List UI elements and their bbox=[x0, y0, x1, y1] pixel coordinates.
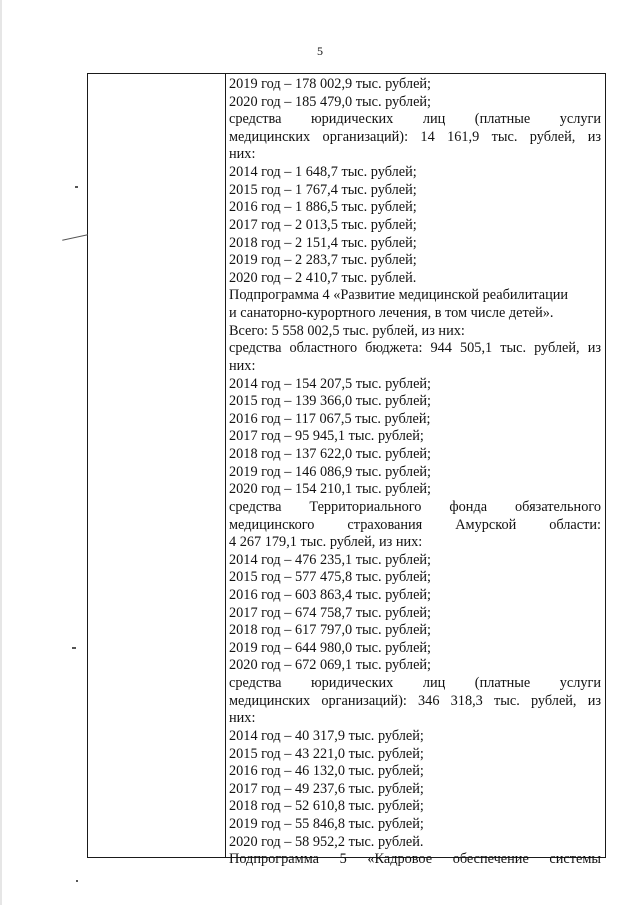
table-text-line: 2017 год – 2 013,5 тыс. рублей; bbox=[229, 216, 417, 233]
table-text-line: 2019 год – 178 002,9 тыс. рублей; bbox=[229, 76, 432, 92]
table-text-line: Всего: 5 558 002,5 тыс. рублей, из них: bbox=[229, 322, 465, 339]
table-text-line: 2019 год – 146 086,9 тыс. рублей; bbox=[229, 463, 432, 480]
table-text-line: 2019 год – 2 283,7 тыс. рублей; bbox=[229, 252, 417, 269]
table-text-line: 2015 год – 139 366,0 тыс. рублей; bbox=[229, 393, 432, 410]
table-text-line: 2017 год – 49 237,6 тыс. рублей; bbox=[229, 780, 424, 797]
table-text-line: 2018 год – 52 610,8 тыс. рублей; bbox=[229, 798, 424, 815]
table-text-line: Подпрограмма 5 «Кадровое обеспечение системы bbox=[229, 851, 601, 868]
table-text-line: них: bbox=[229, 146, 256, 163]
table-text-line: средства юридических лиц (платные услуги bbox=[229, 675, 601, 692]
scan-speck bbox=[75, 186, 78, 188]
scan-speck bbox=[62, 234, 88, 240]
table-text-line: средства областного бюджета: 944 505,1 тыс. рублей, из bbox=[229, 340, 601, 357]
table-text-line: 2019 год – 55 846,8 тыс. рублей; bbox=[229, 816, 424, 833]
table-text-line: медицинских организаций): 346 318,3 тыс. рублей, из bbox=[229, 692, 601, 709]
table-text-line: 2016 год – 603 863,4 тыс. рублей; bbox=[229, 586, 432, 603]
table-text-line: 2015 год – 43 221,0 тыс. рублей; bbox=[229, 745, 424, 762]
table-text-line: средства Территориального фонда обязательного bbox=[229, 498, 601, 515]
table-text-line: Подпрограмма 4 «Развитие медицинской реабилитации bbox=[229, 287, 569, 304]
table-text-line: 2014 год – 40 317,9 тыс. рублей; bbox=[229, 727, 424, 744]
scan-edge bbox=[0, 0, 2, 905]
table-text-line: 2020 год – 672 069,1 тыс. рублей; bbox=[229, 657, 432, 674]
table-text-line: 2018 год – 617 797,0 тыс. рублей; bbox=[229, 622, 432, 639]
table-right-cell bbox=[227, 74, 603, 868]
table-text-line: 2017 год – 674 758,7 тыс. рублей; bbox=[229, 604, 432, 621]
table-text-line: 2015 год – 577 475,8 тыс. рублей; bbox=[229, 569, 432, 586]
table-left-cell bbox=[88, 74, 226, 857]
table-text-line: них: bbox=[229, 357, 256, 374]
table-text-line: них: bbox=[229, 710, 256, 727]
table-text-line: 2018 год – 137 622,0 тыс. рублей; bbox=[229, 446, 432, 463]
table-text-line: 2019 год – 644 980,0 тыс. рублей; bbox=[229, 639, 432, 656]
table-text-line: 2018 год – 2 151,4 тыс. рублей; bbox=[229, 234, 417, 251]
table-text-line: 2020 год – 2 410,7 тыс. рублей. bbox=[229, 269, 417, 286]
table-text-line: 2020 год – 185 479,0 тыс. рублей; bbox=[229, 93, 432, 110]
page-number: 5 bbox=[317, 44, 323, 58]
table-text-line: 2017 год – 95 945,1 тыс. рублей; bbox=[229, 428, 424, 445]
table-text-line: медицинского страхования Амурской области: bbox=[229, 516, 601, 533]
table-text-line: 2014 год – 154 207,5 тыс. рублей; bbox=[229, 375, 432, 392]
table-text-line: 2020 год – 58 952,2 тыс. рублей. bbox=[229, 833, 424, 850]
table-text-line: средства юридических лиц (платные услуги bbox=[229, 111, 601, 128]
table-text-line: медицинских организаций): 14 161,9 тыс. рублей, из bbox=[229, 128, 601, 145]
table-text-line: 2014 год – 476 235,1 тыс. рублей; bbox=[229, 551, 432, 568]
program-funding-table bbox=[87, 73, 606, 868]
table-text-line: 2016 год – 46 132,0 тыс. рублей; bbox=[229, 763, 424, 780]
table-text-line: и санаторно-курортного лечения, в том числе детей». bbox=[229, 305, 554, 322]
scan-speck bbox=[72, 647, 76, 649]
table-text-line: 2015 год – 1 767,4 тыс. рублей; bbox=[229, 181, 417, 198]
table-text-line: 2016 год – 1 886,5 тыс. рублей; bbox=[229, 199, 417, 216]
table-text-line: 2020 год – 154 210,1 тыс. рублей; bbox=[229, 481, 432, 498]
scan-speck bbox=[76, 880, 78, 882]
table-text-line: 4 267 179,1 тыс. рублей, из них: bbox=[229, 534, 423, 551]
table-text-line: 2014 год – 1 648,7 тыс. рублей; bbox=[229, 164, 417, 181]
table-text-line: 2016 год – 117 067,5 тыс. рублей; bbox=[229, 410, 431, 427]
